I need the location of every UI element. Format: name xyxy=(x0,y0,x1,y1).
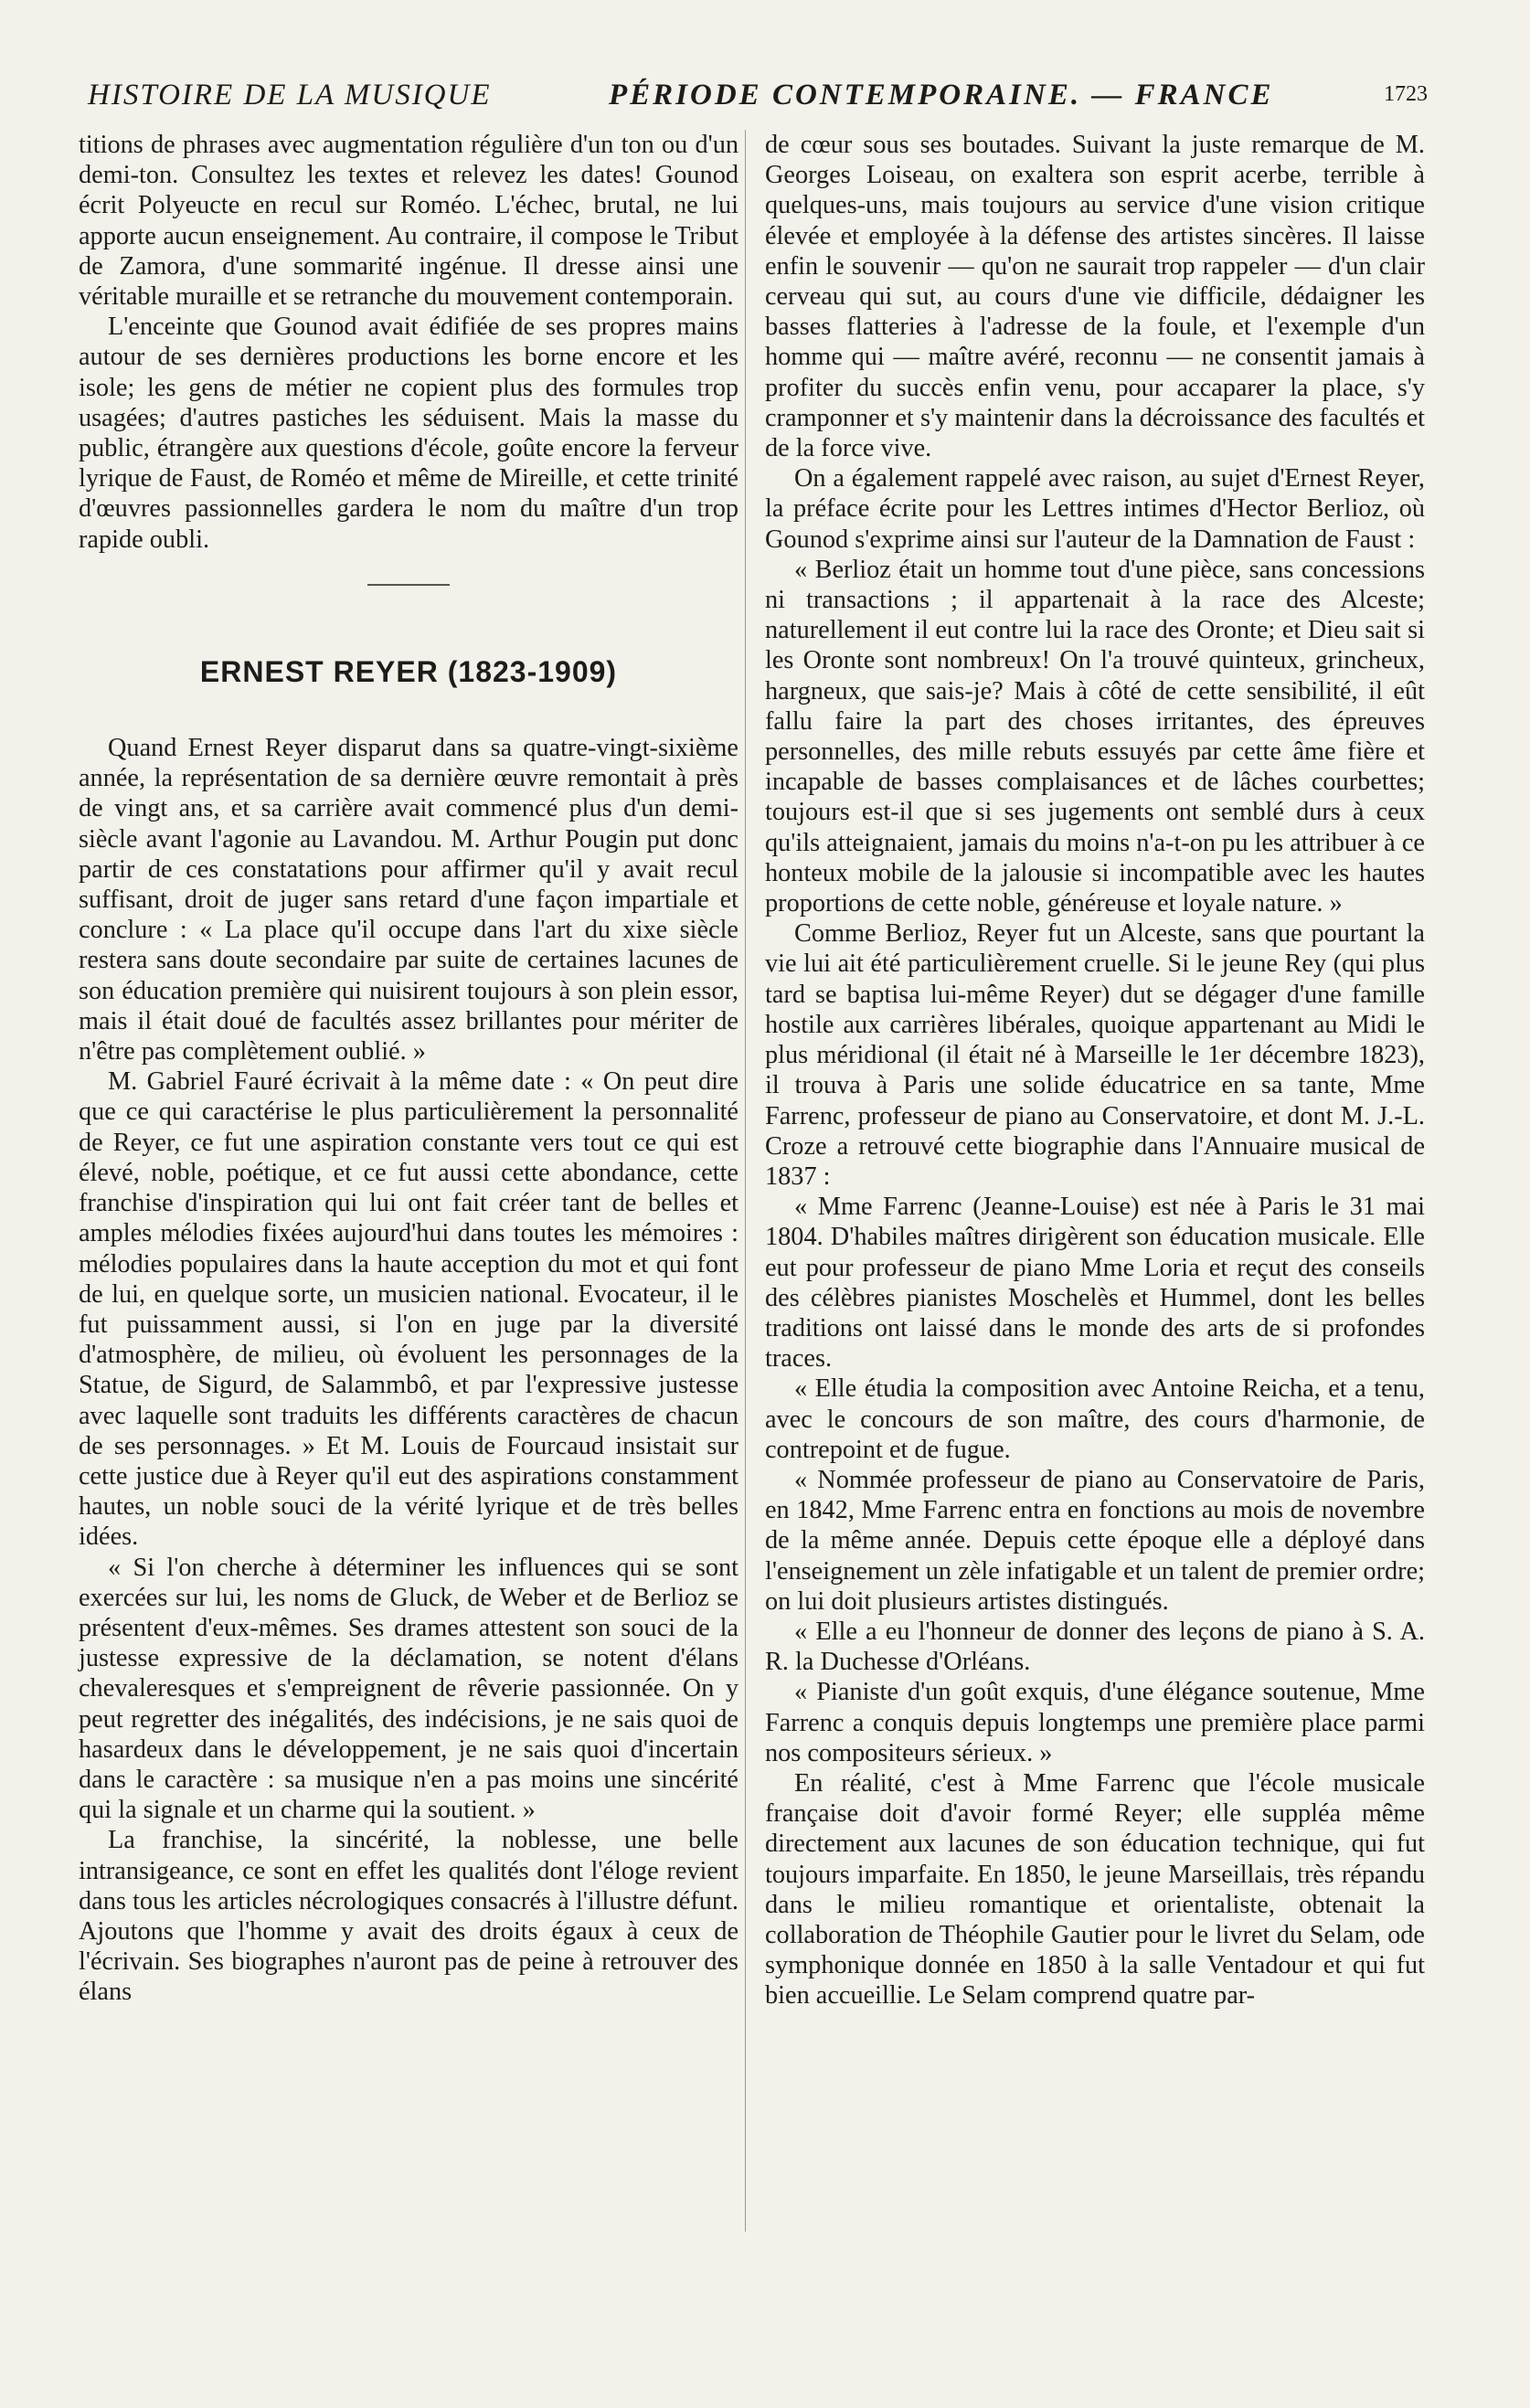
paragraph: « Elle étudia la composition avec Antoine Reicha, et a tenu, avec le concours de son maître, des cours d'harmonie, de contrepoint et de fugue. xyxy=(765,1374,1425,1464)
page-number: 1723 xyxy=(1384,82,1428,106)
paragraph: titions de phrases avec augmentation régulière d'un ton ou d'un demi-ton. Consultez les textes et relevez les dates! Gounod écrit Polyeucte en recul sur Roméo. L'échec, brutal, ne lui apporte aucun enseignement. Au contraire, il compose le Tribut de Zamora, d'une sommarité ingénue. Il dresse ainsi une véritable muraille et se retranche du mouvement contemporain. xyxy=(79,131,738,312)
paragraph: Quand Ernest Reyer disparut dans sa quatre-vingt-sixième année, la représentation de sa dernière œuvre remontait à près de vingt ans, et sa carrière avait commencé plus d'un demi-siècle avant l'agonie au Lavandou. M. Arthur Pougin put donc partir de ces constatations pour affirmer qu'il y avait recul suffisant, droit de juger sans retard d'une façon impartiale et conclure : « La place qu'il occupe dans l'art du xixe siècle restera sans doute secondaire par suite de certaines lacunes de son éducation première qui nuisirent toujours à son plein essor, mais il était doué de facultés assez brillantes pour mériter de n'être pas complètement oublié. » xyxy=(79,734,738,1066)
paragraph: M. Gabriel Fauré écrivait à la même date : « On peut dire que ce qui caractérise le plus particulièrement la personnalité de Reyer, ce fut une aspiration constante vers tout ce qui est élevé, noble, poétique, et ce fut aussi cette abondance, cette franchise d'inspiration qui lui ont fait créer tant de belles et amples mélodies fixées aujourd'hui dans toutes les mémoires : mélodies populaires dans la haute acception du mot et qui font de lui, en quelque sorte, un musicien national. Evocateur, il le fut puissamment aussi, si l'on en juge par la diversité d'atmosphère, de milieu, où évoluent les personnages de la Statue, de Sigurd, de Salammbô, et par l'expressive justesse avec laquelle sont traduits les différents caractères de chacun de ses personnages. » Et M. Louis de Fourcaud insistait sur cette justice due à Reyer qu'il eut des aspirations constamment hautes, un noble souci de la vérité lyrique et de très belles idées. xyxy=(79,1067,738,1552)
paragraph: On a également rappelé avec raison, au sujet d'Ernest Reyer, la préface écrite pour les Lettres intimes d'Hector Berlioz, où Gounod s'exprime ainsi sur l'auteur de la Damnation de Faust : xyxy=(765,464,1425,554)
paragraph: Comme Berlioz, Reyer fut un Alceste, sans que pourtant la vie lui ait été particulièrement cruelle. Si le jeune Rey (qui plus tard se baptisa lui-même Reyer) dut se dégager d'une famille hostile aux carrières libérales, quoique appartenant au Midi le plus méridional (il était né à Marseille le 1er décembre 1823), il trouva à Paris une solide éducatrice en sa tante, Mme Farrenc, professeur de piano au Conservatoire, et dont M. J.-L. Croze a retrouvé cette biographie dans l'Annuaire musical de 1837 : xyxy=(765,919,1425,1191)
paragraph: « Berlioz était un homme tout d'une pièce, sans concessions ni transactions ; il appartenait à la race des Alceste; naturellement il eut contre lui la race des Oronte; et Dieu sait si les Oronte sont nombreux! On l'a trouvé quinteux, grincheux, hargneux, que sais-je? Mais à côté de cette sensibilité, il eût fallu faire la part des choses irritantes, des épreuves personnelles, des mille rebuts essuyés par cette âme fière et incapable de basses complaisances et de lâches courbettes; toujours est-il que si ses jugements ont semblé durs à ceux qu'ils atteignaient, jamais du moins n'a-t-on pu les attribuer à ce honteux mobile de la jalousie si incompatible avec les hautes proportions de cette noble, généreuse et loyale nature. » xyxy=(765,555,1425,918)
right-column xyxy=(765,130,1425,2011)
header-book-title: HISTOIRE DE LA MUSIQUE xyxy=(88,79,492,111)
paragraph: La franchise, la sincérité, la noblesse, une belle intransigeance, ce sont en effet les qualités dont l'éloge revient dans tous les articles nécrologiques consacrés à l'illustre défunt. Ajoutons que l'homme y avait des droits égaux à ceux de l'écrivain. Ses biographes n'auront pas de peine à retrouver des élans xyxy=(79,1826,738,2007)
section-heading: ERNEST REYER (1823-1909) xyxy=(199,654,618,688)
section-separator xyxy=(367,584,450,586)
paragraph: « Si l'on cherche à déterminer les influences qui se sont exercées sur lui, les noms de Gluck, de Weber et de Berlioz se présentent d'eux-mêmes. Ses drames attestent son souci de la justesse expressive de la déclamation, se notent d'élans chevaleresques et s'empreignent de rêverie passionnée. On y peut regretter des inégalités, des indécisions, je ne sais quoi de hasardeux dans le développement, je ne sais quoi d'incertain dans le caractère : sa musique n'en a pas moins une sincérité qui la signale et un charme qui la soutient. » xyxy=(79,1553,738,1825)
paragraph: « Nommée professeur de piano au Conservatoire de Paris, en 1842, Mme Farrenc entra en fonctions au mois de novembre de la même année. Depuis cette époque elle a déployé dans l'enseignement un zèle infatigable et un talent de premier ordre; on lui doit plusieurs artistes distingués. xyxy=(765,1465,1425,1616)
paragraph: L'enceinte que Gounod avait édifiée de ses propres mains autour de ses dernières productions les borne encore et les isole; les gens de métier ne copient plus des formules trop usagées; d'autres pastiches les séduisent. Mais la masse du public, étrangère aux questions d'école, goûte encore la ferveur lyrique de Faust, de Roméo et même de Mireille, et cette trinité d'œuvres passionnelles gardera le nom du maître d'un trop rapide oubli. xyxy=(79,313,738,554)
paragraph: de cœur sous ses boutades. Suivant la juste remarque de M. Georges Loiseau, on exaltera son esprit acerbe, terrible à quelques-uns, mais toujours au service d'une vision critique élevée et employée à la défense des artistes sincères. Il laisse enfin le souvenir — qu'on ne saurait trop rappeler — d'un clair cerveau qui sut, au cours d'une vie difficile, dédaigner les basses flatteries à l'adresse de la foule, et l'exemple d'un homme qui — maître avéré, reconnu — ne consentit jamais à profiter du succès enfin venu, pour accaparer la place, s'y cramponner et s'y maintenir dans la décroissance des facultés et de la force vive. xyxy=(765,131,1425,463)
left-column xyxy=(79,130,738,2008)
paragraph: « Mme Farrenc (Jeanne-Louise) est née à Paris le 31 mai 1804. D'habiles maîtres dirigèrent son éducation musicale. Elle eut pour professeur de piano Mme Loria et reçut des conseils des célèbres pianistes Moschelès et Hummel, dont les belles traditions ont laissé dans le monde des arts de si profondes traces. xyxy=(765,1193,1425,1374)
running-header xyxy=(88,79,1428,122)
column-divider xyxy=(745,130,746,2232)
paragraph: En réalité, c'est à Mme Farrenc que l'école musicale française doit d'avoir formé Reyer; elle suppléa même directement aux lacunes de son éducation technique, qui fut toujours imparfaite. En 1850, le jeune Marseillais, très répandu dans le milieu romantique et orientaliste, obtenait la collaboration de Théophile Gautier pour le livret du Selam, ode symphonique donnée en 1850 à la salle Ventadour et qui fut bien accueillie. Le Selam comprend quatre par- xyxy=(765,1768,1425,2010)
paragraph: « Pianiste d'un goût exquis, d'une élégance soutenue, Mme Farrenc a conquis depuis longtemps une première place parmi nos compositeurs sérieux. » xyxy=(765,1678,1425,1767)
header-section-title: PÉRIODE CONTEMPORAINE. — FRANCE xyxy=(609,79,1274,111)
paragraph: « Elle a eu l'honneur de donner des leçons de piano à S. A. R. la Duchesse d'Orléans. xyxy=(765,1617,1425,1677)
